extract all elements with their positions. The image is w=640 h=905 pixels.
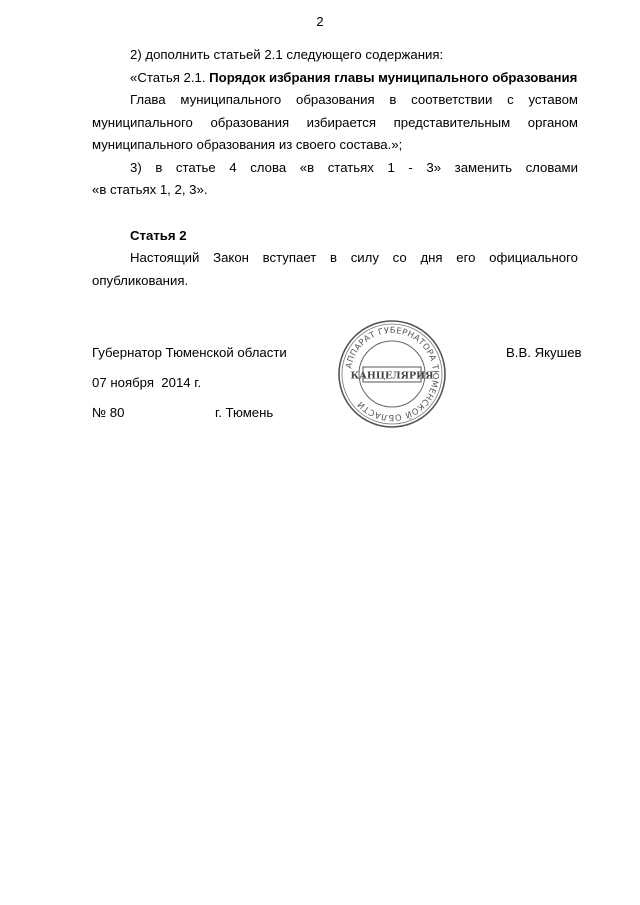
law-number: № 80 <box>92 405 125 420</box>
article2-heading: Статья 2 <box>130 227 187 243</box>
item3-line1: 3) в статье 4 слова «в статьях 1 - 3» заменить словами <box>130 159 578 175</box>
article-quote-title: Порядок избрания главы муниципального образования <box>209 69 578 85</box>
signatory-position: Губернатор Тюменской области <box>92 345 287 360</box>
spacer <box>92 202 578 225</box>
signing-city: г. Тюмень <box>215 405 274 420</box>
article2-body-line1: Настоящий Закон вступает в силу со дня его официального <box>130 250 578 265</box>
official-stamp <box>336 318 448 430</box>
stamp-ring-text: АППАРАТ ГУБЕРНАТОРА ТЮМЕНСКОЙ ОБЛАСТИ <box>343 324 442 424</box>
article-quote-prefix: «Статья 2.1. <box>130 69 210 85</box>
stamp-center-text: КАНЦЕЛЯРИЯ <box>350 370 434 382</box>
signing-date: 07 ноября 2014 г. <box>92 375 202 390</box>
article2-body-line2: опубликования. <box>92 272 189 288</box>
document-body <box>92 44 578 292</box>
article-quote-heading <box>92 67 578 90</box>
item3-line2: «в статьях 1, 2, 3». <box>92 182 208 197</box>
signatory-name: В.В. Якушев <box>506 345 582 360</box>
article-body-line3: муниципального образования из своего состава.»; <box>92 137 403 152</box>
article-body-line2: муниципального образования избирается представительным органом <box>92 114 578 130</box>
article-body-line1: Глава муниципального образования в соответствии с уставом <box>130 92 578 107</box>
page-number: 2 <box>316 14 324 29</box>
item2-intro: 2) дополнить статьей 2.1 следующего содержания: <box>130 47 444 62</box>
